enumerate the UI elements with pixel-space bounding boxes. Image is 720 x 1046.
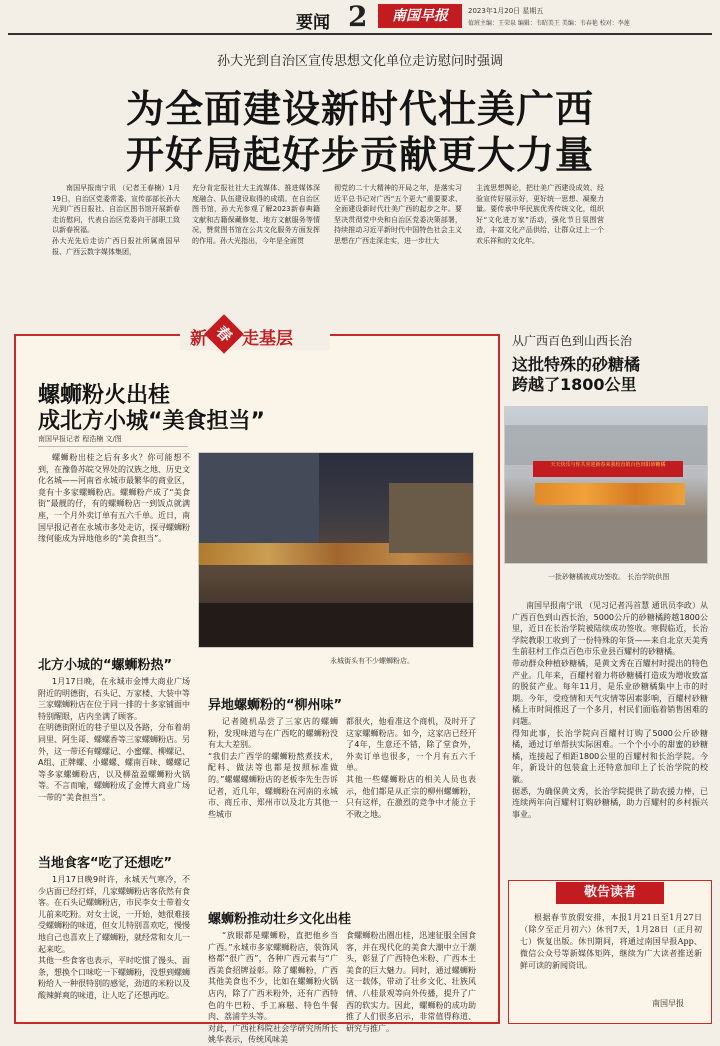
lead-title-line1: 为全面建设新时代壮美广西: [125, 87, 594, 131]
masthead-rule: [8, 33, 712, 35]
orange-photo-banner: 天天快乐与你共喜迎新春来我校直销百色田阳砂糖橘: [533, 461, 683, 477]
right-title-line2: 跨越了1800公里: [512, 375, 637, 394]
notice-title: 敬告读者: [556, 882, 664, 904]
section-head-1: 北方小城的“螺蛳粉热”: [38, 658, 173, 673]
lead-col-1: 南国早报南宁讯 （记者王春楠）1月19日，自治区党委常委、宣传部部长孙大光到广西日报社、自治区图书馆开展新春走访慰问，代表自治区党委向干部职工致以新春祝福。 孙大光先后走访广西日报社所属南国早报、广西云数字媒体集团，: [52, 184, 180, 256]
page-number: 2: [348, 0, 368, 33]
section-3-col-1: 记者随机品尝了三家店的螺蛳粉，发现味道与在广西吃的螺蛳粉没有太大差别。 “我们去广西学的螺蛳粉熬煮技术，配料、做法等也都是按照标准做的。”螺螺螺蛳粉店的老板李先生告诉记者，近几年，螺蛳粉在河南的永城市、商丘市、郑州市以及北方其他一些城市: [208, 717, 338, 819]
section-head-4: 螺蛳粉推动壮乡文化出桂: [208, 912, 352, 927]
orange-photo-caption: 一批砂糖橘被成功签收。 长治学院供图: [548, 573, 670, 581]
section-label: 要闻: [296, 13, 330, 33]
feature-intro: 螺蛳粉出桂之后有多火？你可能想不到，在豫鲁苏皖交界处的汉族之地、历史文化名城——河南省永城市最繁华的商业区，竟有十多家螺蛳粉店。螺蛳粉产成了“美食街”最靓的仔，有的螺蛳粉店一到饭点就满座，一个月外卖订单有五六千单。近日，南国早报记者在永城市多处走访，探寻螺蛳粉缘何能成为异地他乡的“美食担当”。: [38, 453, 190, 544]
issue-date: 2023年1月20日 星期五: [468, 7, 544, 15]
notice-signature: 南国早报: [652, 999, 684, 1008]
lead-col-2: 充分肯定报社社大主流媒体、推进媒体深度融合、队伍建设取得的成绩。在自治区图书馆，孙大光参观了解2023新春典籍文献和古籍保藏修复、地方文献服务等情况，赞赏图书馆在公共文化服务方面发挥的作用。孙大光指出，今年是全面贯: [192, 184, 320, 245]
lead-subtitle: 孙大光到自治区宣传思想文化单位走访慰问时强调: [216, 54, 503, 69]
orange-photo: [504, 406, 708, 564]
notice-text: 根据春节放假安排，本报1月21日至1月27日（除夕至正月初六）休刊7天，1月28日（正月初七）恢复出版。休刊期间，将通过南国早报App、微信公众号等新媒体矩阵，继续为广大读者推送新鲜可读的新闻资讯。: [520, 913, 702, 970]
street-photo-caption: 永城街头有不少螺蛳粉店。: [330, 657, 414, 665]
editor-credits: 值班主编：王荣泉 编辑：韦昭美王 美编：韦春艳 校对：李莲: [468, 20, 630, 27]
badge-spring: 春: [204, 314, 244, 354]
section-head-3: 异地螺蛳粉的“柳州味”: [208, 698, 343, 713]
badge-right: 走基层: [242, 329, 293, 349]
feature-byline: 南国早报记者 程浩楠 文/图: [38, 435, 122, 443]
section-3-col-2: 都很火，他看准这个商机，及时开了这家螺蛳粉店。如今，这家店已经开了4年，生意还不错，除了堂食外，外卖订单也很多，一个月有五六千单。 其他一些螺蛳粉店的相关人员也表示，他们都是从正宗的柳州螺蛳粉，只有这样，在激烈的竞争中才能立于不败之地。: [346, 717, 476, 819]
section-text-1: 1月17日晚，在永城市金博大商业广场附近的明德街，石头记、万家楼、大装中等三家螺蛳粉店在位于同一排的十多家铺面中特别醒眼，店内坐满了顾客。 在明德街附近的巷子里以及各路，分布着胡同里、阿生哥、螺螺香等三家螺蛳粉店。另外，这一带还有螺螺记、小蜜螺、柳螺记、A组、正牌螺、小螺螺、螺南百味、螺螺记等多家螺蛳粉店，以及柳盈盈螺蛳粉火锅等。不言而喻，螺蛳粉成了金博大商业广场一带的“美食担当”。: [38, 677, 190, 802]
section-head-2: 当地食客“吃了还想吃”: [38, 856, 173, 871]
right-kicker: 从广西百色到山西长治: [512, 334, 633, 348]
section-4-col-1: “放眼都是螺蛳粉，直把他乡当广西。”永城市多家螺蛳粉店，装饰风格都“很广西”，各种广西元素与“广西美食招牌益彰。除了螺蛳粉，广西其他美食也不少，比如在螺蛳粉火锅店内，除了广西米粉外，还有广西特色的牛巴粉、手工麻糍、特色牛餐肉、荔浦芋头等。 对此，广西社科院社会学研究所所长姚华表示，传统风味美: [208, 931, 338, 1045]
street-photo: [198, 452, 474, 648]
section-text-2: 1月17日晚9时许，永城天气寒冷，不少店面已经打烊，几家螺蛳粉店客依然有食客。在石头记螺蛳粉店，市民李女士带着女儿前来吃粉。对女士说，一开始，她很难接受螺蛳粉的味道，但女儿特别喜欢吃，慢慢地自己也喜欢上了螺蛳粉，就经常和女儿一起来吃。 其他一些食客也表示，平时吃惯了馒头、面条，想换个口味吃一下螺蛳粉，没想到螺蛳粉给人一种很特别的感觉，劲道的米粉以及酸辣鲜爽的味道，让人吃了还想再吃。: [38, 875, 190, 1000]
masthead: [0, 0, 720, 36]
byline-rule: [38, 446, 188, 447]
lead-col-4: 主流思想舆论，把壮美广西建设成效、经验宣传好展示好，更好统一思想、凝聚力量。要传承中华民族优秀传统文化，组织好“文化进万家”活动，强化节日氛围营造，丰富文化产品供给，让群众过上一个欢乐祥和的文化年。: [476, 184, 604, 245]
lead-photo-band: [30, 172, 690, 180]
lead-story: [0, 40, 720, 314]
lead-col-3: 彻党的二十大精神的开局之年，是落实习近平总书记对广西“五个更大”重要要求、全面建设新时代壮美广西的起步之年。要坚决贯彻党中央和自治区党委决策部署，持续推动习近平新时代中国特色社会主义思想在广西走深走实，进一步壮大: [334, 184, 462, 245]
feature-title-line1: 螺蛳粉火出桂: [38, 383, 171, 408]
feature-title-line2: 成北方小城“美食担当”: [38, 409, 265, 434]
section-4-col-2: 食螺蛳粉出圈出桂，迅速征服全国食客，并在现代化的美食大潮中立于潮头，彰显了广西特色米粉、广西本土美食的巨大魅力。同时，通过螺蛳粉这一载体，带动了壮乡文化、壮族风情、八桂景观等向外传播，提升了广西的软实力。因此，螺蛳粉的成功助推了人们很多启示，非常值得称道、研究与推广。: [346, 931, 476, 1033]
newspaper-logo: 南国早报: [378, 4, 462, 28]
right-title-line1: 这批特殊的砂糖橘: [512, 355, 641, 374]
right-story-text: 南国早报南宁讯 （见习记者冯首慧 通讯员李政）从广西百色到山西长治，5000公斤的砂糖橘跨越1800公里，近日在长治学院被陆续成功签收。寒假临近，长治学院教职工收到了一份特殊的年货——来自北京天美秀生前驻村工作点百色市乐业县百耀村的砂糖橘。 带动群众种植砂糖橘，是黄文秀在百耀村时提出的特色产业。几年来，百耀村着力将砂糖橘打造成为增收致富的脱贫产业。每年11月，是乐业砂糖橘集中上市的时期。今年，受疫情和天气灾情等因素影响，百耀村砂糖橘上市时间推迟了一个多月，村民们面临着销售困难的问题。 得知此事，长治学院向百耀村订购了5000公斤砂糖橘，通过订单帮扶实际困难。一个个小小的甜蜜的砂糖橘，连接起了相距1800公里的百耀村和长治学院。今年，新设计的包装盒上还特意加印上了长治学院的校徽。 据悉，为确保黄文秀，长治学院提供了助农援力棒，已连续两年向百耀村订购砂糖橘，助力百耀村的乡村振兴事业。: [512, 601, 708, 819]
badge-left: 新: [190, 329, 207, 349]
lead-title-line2: 开好局起好步贡献更大力量: [125, 133, 594, 177]
